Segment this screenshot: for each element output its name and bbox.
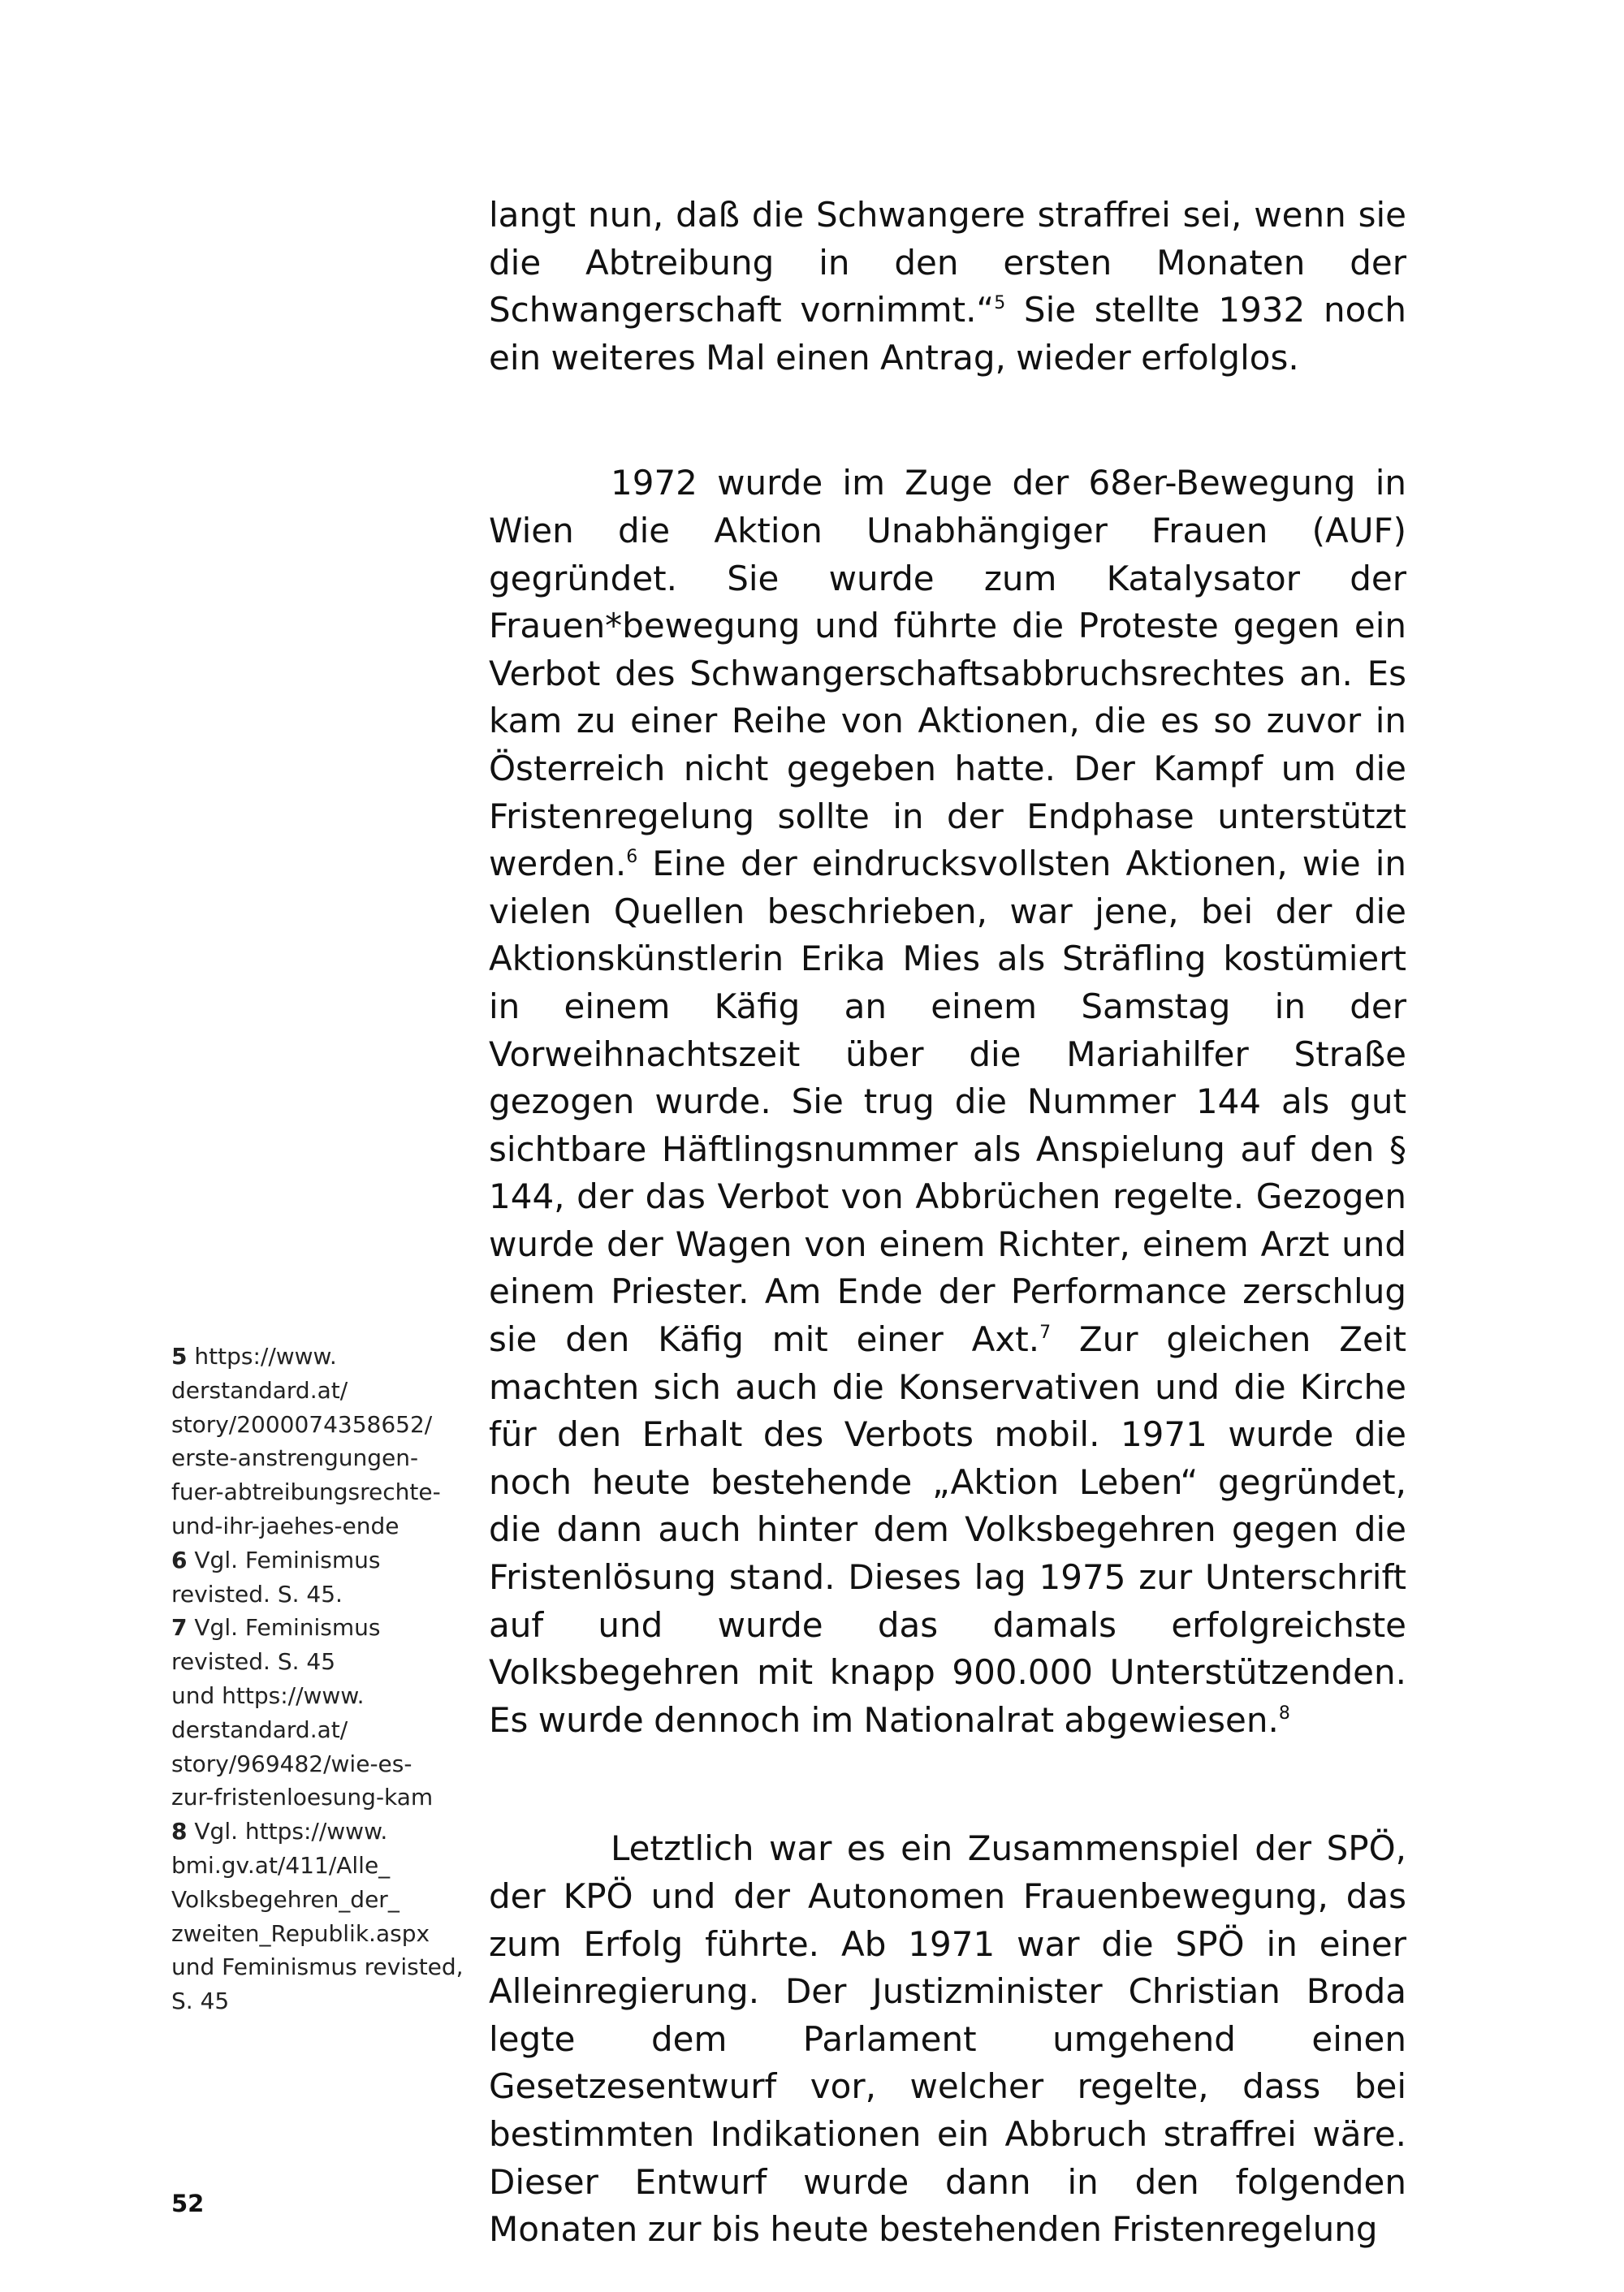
footnote-link-line[interactable]: fuer-abtreibungsrechte-	[171, 1478, 441, 1506]
footnote-link-line[interactable]: und https://www.	[171, 1681, 365, 1709]
paragraph-2-text-cont: Eine der eindrucksvollsten Aktionen, wie in vielen Quellen beschrieben, war jene, bei der die Aktionskünstlerin Erika Mies als Sträfling kostümiert in einem Käfig an einem Samstag in der Vorweihnachtszeit über die Mariahilfer Straße gezogen wurde. Sie trug die Nummer 144 als gut sichtbare Häftlingsnummer als Anspielung auf den § 144, der das Verbot von Abbrüchen regelte. Gezogen wurde der Wagen von einem Richter, einem Arzt und einem Priester. Am Ende der Performance zerschlug sie den Käfig mit einer Axt.	[489, 844, 1406, 1360]
paragraph-3	[489, 1825, 1406, 2253]
footnote-text-line: Vgl. Feminismus	[194, 1614, 381, 1642]
footnote-7	[171, 1611, 480, 1815]
footnote-ref-5[interactable]: 5	[994, 293, 1006, 314]
footnote-ref-6[interactable]: 6	[626, 847, 638, 868]
footnote-link-line[interactable]: https://www.	[194, 1343, 337, 1370]
footnote-link-line[interactable]: zweiten_Republik.aspx	[171, 1919, 430, 1947]
footnote-link-line[interactable]: zur-fristenloesung-kam	[171, 1784, 434, 1811]
paragraph-2	[489, 460, 1406, 1744]
footnote-text-line: und Feminismus revisted,	[171, 1953, 464, 1981]
paragraph-3-text: Letztlich war es ein Zusammenspiel der SPÖ, der KPÖ und der Autonomen Frauenbewegung, das zum Erfolg führte. Ab 1971 war die SPÖ in einer Alleinregierung. Der Justizminister Christian Broda legte dem Parlament umgehend einen Gesetzesentwurf vor, welcher regelte, dass bei bestimmten Indikationen ein Abbruch straffrei wäre. Dieser Entwurf wurde dann in den folgenden Monaten zur bis heute bestehenden Fristenregelung	[489, 1828, 1406, 2250]
page-number: 52	[171, 2190, 205, 2217]
paragraph-2-text-cont-2: Zur gleichen Zeit machten sich auch die Konservativen und die Kirche für den Erhalt des Verbots mobil. 1971 wurde die noch heute bestehende „Aktion Leben“ gegründet, die dann auch hinter dem Volksbegehren gegen die Fristenlösung stand. Dieses lag 1975 zur Unterschrift auf und wurde das damals erfolgreichste Volksbegehren mit knapp 900.000 Unterstützenden. Es wurde dennoch im Nationalrat abgewiesen.	[489, 1319, 1407, 1740]
footnote-link-line[interactable]: Vgl. https://www.	[194, 1818, 388, 1845]
footnote-link-line[interactable]: bmi.gv.at/411/Alle_	[171, 1851, 391, 1879]
paragraph-1	[489, 192, 1406, 382]
footnote-8	[171, 1815, 480, 2018]
footnote-number: 7	[171, 1614, 188, 1642]
footnote-6	[171, 1543, 480, 1612]
footnote-5	[171, 1340, 480, 1543]
footnote-number: 5	[171, 1343, 188, 1370]
footnote-text-line: Vgl. Feminismus	[194, 1546, 381, 1573]
footnote-text-line: revisted. S. 45	[171, 1648, 336, 1676]
main-text-column	[489, 192, 1406, 2254]
footnote-link-line[interactable]: Volksbegehren_der_	[171, 1885, 400, 1913]
footnote-ref-8[interactable]: 8	[1278, 1703, 1290, 1724]
paragraph-1-text-cont: Sie stellte 1932 noch ein weiteres Mal einen Antrag, wieder erfolglos.	[489, 290, 1406, 378]
footnote-number: 8	[171, 1818, 188, 1845]
footnote-link-line[interactable]: und-ihr-jaehes-ende	[171, 1512, 400, 1539]
footnote-text-line: S. 45	[171, 1988, 230, 2015]
footnote-link-line[interactable]: derstandard.at/	[171, 1376, 348, 1404]
footnote-link-line[interactable]: derstandard.at/	[171, 1716, 348, 1743]
paragraph-1-text: langt nun, daß die Schwangere straffrei sei, wenn sie die Abtreibung in den ersten Monaten der Schwangerschaft vornimmt.“	[489, 195, 1406, 330]
paragraph-2-text: 1972 wurde im Zuge der 68er-Bewegung in Wien die Aktion Unabhängiger Frauen (AUF) gegründet. Sie wurde zum Katalysator der Frauen*bewegung und führte die Proteste gegen ein Verbot des Schwangerschaftsabbruchsrechtes an. Es kam zu einer Reihe von Aktionen, die es so zuvor in Österreich nicht gegeben hatte. Der Kampf um die Fristenregelung sollte in der Endphase unterstützt werden.	[489, 463, 1406, 884]
footnote-number: 6	[171, 1546, 188, 1573]
paragraph-spacer	[489, 382, 1406, 460]
footnote-link-line[interactable]: erste-anstrengungen-	[171, 1444, 419, 1472]
footnote-text-line: revisted. S. 45.	[171, 1580, 343, 1608]
paragraph-spacer	[489, 1744, 1406, 1825]
footnotes-column	[171, 1340, 480, 2018]
footnote-link-line[interactable]: story/2000074358652/	[171, 1410, 433, 1438]
footnote-link-line[interactable]: story/969482/wie-es-	[171, 1750, 412, 1777]
footnote-ref-7[interactable]: 7	[1039, 1323, 1052, 1344]
